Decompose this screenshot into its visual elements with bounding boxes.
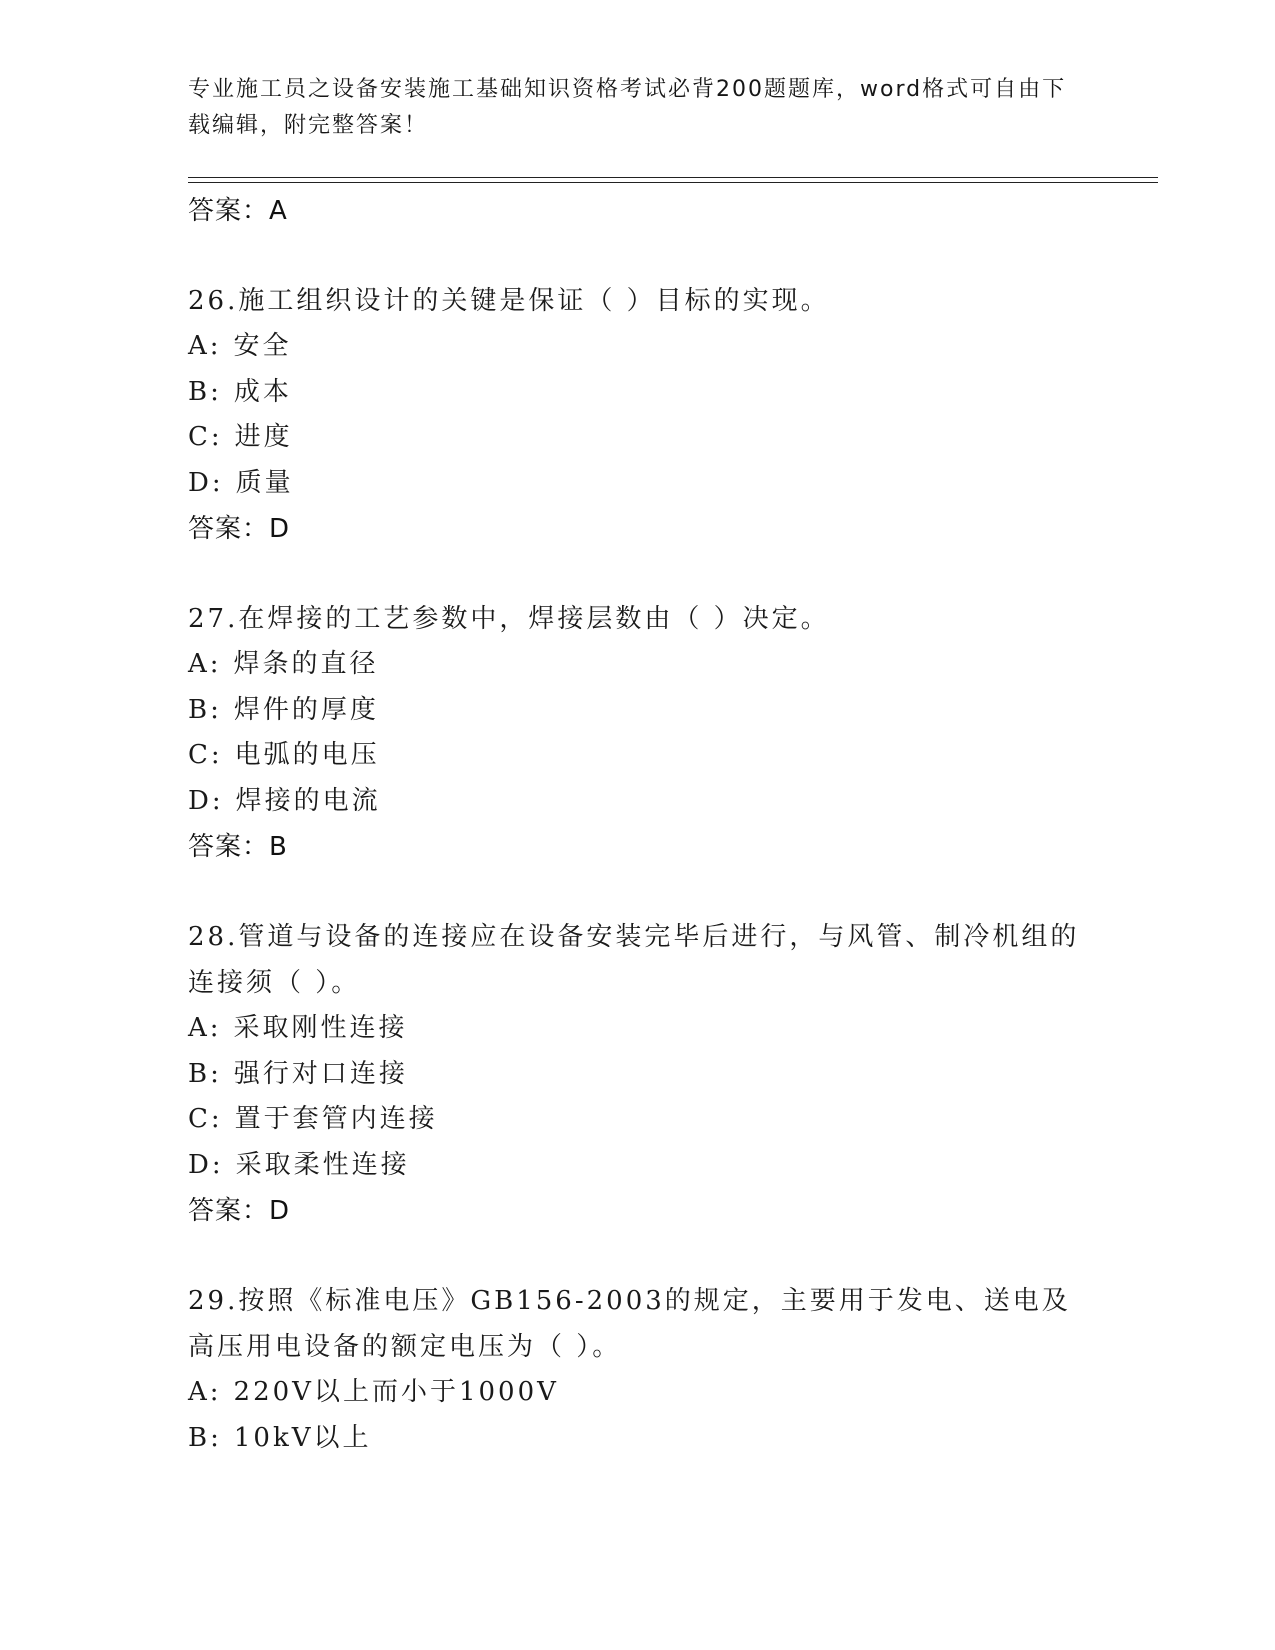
answer-line: 答案：A [188,196,288,226]
option-c [188,1097,1088,1143]
option-key: B: [188,694,222,725]
option-d [188,461,1088,507]
option-key: B: [188,376,222,407]
answer-line: 答案：B [188,832,288,862]
option-text: 进度 [234,422,293,452]
option-a [188,324,1088,370]
option-b [188,1416,1088,1462]
answer-line: 答案：D [188,1196,291,1226]
option-a [188,642,1088,688]
option-key: D: [188,785,224,816]
question-28 [188,914,1088,1234]
question-stem: 27.在焊接的工艺参数中，焊接层数由（ ）决定。 [188,604,830,634]
option-a [188,1006,1088,1052]
option-b [188,1052,1088,1098]
option-key: D: [188,467,224,498]
option-key: B: [188,1422,222,1453]
option-b [188,370,1088,416]
option-text: 安全 [233,331,292,361]
option-text: 强行对口连接 [233,1058,408,1089]
option-key: C: [188,422,223,452]
question-stem: 28.管道与设备的连接应在设备安装完毕后进行，与风管、制冷机组的连接须（ ）。 [188,922,1080,998]
option-text: 采取柔性连接 [235,1149,410,1180]
option-key: A: [188,649,222,679]
option-text: 置于套管内连接 [234,1104,438,1134]
option-text: 质量 [235,467,294,498]
option-key: A: [188,331,222,361]
option-key: A: [188,1377,222,1407]
option-text: 焊条的直径 [233,649,379,679]
option-key: A: [188,1013,222,1043]
option-key: C: [188,1104,223,1134]
header-intro-text: 专业施工员之设备安装施工基础知识资格考试必背200题题库，word格式可自由下载编辑，附完整答案！ [188,77,1067,138]
option-text: 10kV以上 [233,1422,372,1453]
question-stem: 26.施工组织设计的关键是保证（ ）目标的实现。 [188,286,830,316]
option-key: B: [188,1058,222,1089]
question-26 [188,278,1088,552]
question-29 [188,1278,1088,1461]
option-c [188,415,1088,461]
option-text: 电弧的电压 [234,740,380,770]
document-header [188,72,1078,144]
option-text: 焊件的厚度 [233,694,379,725]
option-text: 成本 [233,376,292,407]
option-text: 焊接的电流 [235,785,381,816]
option-a [188,1370,1088,1416]
option-key: C: [188,740,223,770]
option-d [188,1143,1088,1189]
option-text: 220V以上而小于1000V [233,1377,559,1407]
option-b [188,688,1088,734]
option-c [188,733,1088,779]
option-d [188,779,1088,825]
option-key: D: [188,1149,224,1180]
question-list [188,188,1088,1505]
option-text: 采取刚性连接 [233,1013,408,1043]
header-divider-bottom [188,182,1158,183]
answer-line: 答案：D [188,514,291,544]
header-divider-top [188,177,1158,178]
question-27 [188,596,1088,870]
question-stem: 29.按照《标准电压》GB156-2003的规定，主要用于发电、送电及高压用电设备的额定电压为（ ）。 [188,1286,1071,1362]
